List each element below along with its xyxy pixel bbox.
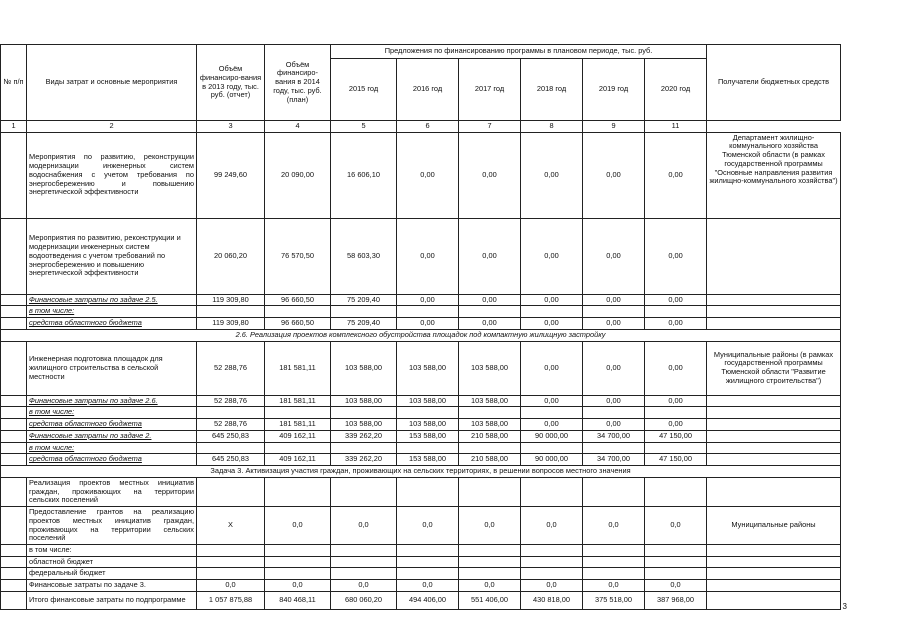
- value-cell: 52 288,76: [197, 419, 265, 431]
- recipient-cell: Департамент жилищно-коммунального хозяйства Тюменской области (в рамках государственной программы "Основные направления развития жилищно-коммунального хозяйства"): [707, 132, 841, 218]
- value-cell: 0,0: [583, 580, 645, 592]
- value-cell: 409 162,11: [265, 454, 331, 466]
- value-cell: 0,00: [645, 132, 707, 218]
- row-num: [1, 318, 27, 330]
- row-name: федеральный бюджет: [27, 568, 197, 580]
- value-cell: 0,00: [645, 294, 707, 306]
- row-name: в том числе:: [27, 442, 197, 454]
- value-cell: 47 150,00: [645, 430, 707, 442]
- value-cell: 551 406,00: [459, 591, 521, 609]
- value-cell: 0,00: [521, 341, 583, 395]
- header-year: 2016 год: [397, 59, 459, 121]
- value-cell: 0,00: [459, 218, 521, 294]
- table-row: [1, 545, 841, 557]
- table-row: [1, 419, 841, 431]
- row-num: [1, 341, 27, 395]
- value-cell: 103 588,00: [459, 341, 521, 395]
- table-row: [1, 407, 841, 419]
- index-cell: 5: [331, 121, 397, 133]
- value-cell: 103 588,00: [459, 419, 521, 431]
- value-cell: 0,00: [521, 419, 583, 431]
- value-cell: 103 588,00: [331, 341, 397, 395]
- row-num: [1, 507, 27, 545]
- value-cell: 103 588,00: [397, 419, 459, 431]
- index-cell: 2: [27, 121, 197, 133]
- table-row: [1, 306, 841, 318]
- value-cell: 52 288,76: [197, 395, 265, 407]
- value-cell: 119 309,80: [197, 294, 265, 306]
- value-cell: 103 588,00: [331, 419, 397, 431]
- row-num: [1, 545, 27, 557]
- table-row: [1, 395, 841, 407]
- value-cell: 0,00: [645, 218, 707, 294]
- value-cell: 0,0: [397, 580, 459, 592]
- index-cell: 8: [521, 121, 583, 133]
- row-name: средства областного бюджета: [27, 318, 197, 330]
- value-cell: 96 660,50: [265, 318, 331, 330]
- table-row: [1, 430, 841, 442]
- header-year: 2018 год: [521, 59, 583, 121]
- header-proposals: Предложения по финансированию программы в плановом периоде, тыс. руб.: [331, 45, 707, 59]
- row-name: Финансовые затраты по задаче 2.6.: [27, 395, 197, 407]
- row-name: в том числе:: [27, 545, 197, 557]
- row-name: Мероприятия по развитию, реконструкции модернизации инженерных систем водоснабжения с учетом требования по энергосбережению и повышению энергетической эффективности: [27, 132, 197, 218]
- index-cell: 6: [397, 121, 459, 133]
- value-cell: 20 090,00: [265, 132, 331, 218]
- value-cell: 90 000,00: [521, 454, 583, 466]
- row-num: [1, 442, 27, 454]
- value-cell: 0,00: [459, 132, 521, 218]
- table-row: [1, 591, 841, 609]
- page-number: 3: [842, 602, 847, 611]
- row-num: [1, 132, 27, 218]
- header-year: 2017 год: [459, 59, 521, 121]
- value-cell: 0,0: [459, 580, 521, 592]
- value-cell: 409 162,11: [265, 430, 331, 442]
- header-recipients: Получатели бюджетных средств: [707, 45, 841, 121]
- value-cell: 34 700,00: [583, 454, 645, 466]
- table-row: [1, 556, 841, 568]
- value-cell: 181 581,11: [265, 395, 331, 407]
- value-cell: 0,00: [459, 318, 521, 330]
- header-year: 2020 год: [645, 59, 707, 121]
- value-cell: 0,0: [265, 580, 331, 592]
- row-num: [1, 568, 27, 580]
- row-name: Реализация проектов местных инициатив граждан, проживающих на территории сельских поселений: [27, 477, 197, 506]
- value-cell: 387 968,00: [645, 591, 707, 609]
- value-cell: 494 406,00: [397, 591, 459, 609]
- row-name: областной бюджет: [27, 556, 197, 568]
- header-2013: Объём финансиро-вания в 2013 году, тыс. руб. (отчет): [197, 45, 265, 121]
- value-cell: 0,0: [459, 507, 521, 545]
- value-cell: 375 518,00: [583, 591, 645, 609]
- recipient-cell: [707, 591, 841, 609]
- value-cell: 90 000,00: [521, 430, 583, 442]
- value-cell: 34 700,00: [583, 430, 645, 442]
- value-cell: 153 588,00: [397, 454, 459, 466]
- value-cell: 840 468,11: [265, 591, 331, 609]
- recipient-cell: Муниципальные районы: [707, 507, 841, 545]
- value-cell: 0,00: [583, 341, 645, 395]
- value-cell: 0,00: [397, 132, 459, 218]
- value-cell: 0,00: [583, 294, 645, 306]
- section-title: Задача 3. Активизация участия граждан, проживающих на сельских территориях, в решении вопросов местного значения: [1, 466, 841, 478]
- row-num: [1, 395, 27, 407]
- table-row: [1, 580, 841, 592]
- row-num: [1, 294, 27, 306]
- row-name: в том числе:: [27, 306, 197, 318]
- value-cell: 58 603,30: [331, 218, 397, 294]
- table-row: [1, 477, 841, 506]
- value-cell: 0,0: [645, 507, 707, 545]
- section-title: 2.6. Реализация проектов комплексного обустройства площадок под компактную жилищную застройку: [1, 329, 841, 341]
- value-cell: 1 057 875,88: [197, 591, 265, 609]
- value-cell: 181 581,11: [265, 419, 331, 431]
- value-cell: 103 588,00: [397, 341, 459, 395]
- value-cell: 339 262,20: [331, 454, 397, 466]
- value-cell: 0,00: [645, 419, 707, 431]
- recipient-cell: Муниципальные районы (в рамках государственной программы Тюменской области "Развитие жилищного строительства"): [707, 341, 841, 395]
- value-cell: 210 588,00: [459, 454, 521, 466]
- value-cell: 430 818,00: [521, 591, 583, 609]
- row-name: средства областного бюджета: [27, 454, 197, 466]
- value-cell: 0,00: [521, 294, 583, 306]
- header-num: № п/п: [1, 45, 27, 121]
- recipient-cell: [707, 419, 841, 431]
- value-cell: 0,0: [397, 507, 459, 545]
- table-row: [1, 454, 841, 466]
- row-name: Финансовые затраты по задаче 3.: [27, 580, 197, 592]
- value-cell: 0,0: [583, 507, 645, 545]
- row-num: [1, 556, 27, 568]
- index-cell: 11: [645, 121, 707, 133]
- table-row: [1, 318, 841, 330]
- value-cell: Х: [197, 507, 265, 545]
- table-row: [1, 218, 841, 294]
- table-row: [1, 507, 841, 545]
- value-cell: 76 570,50: [265, 218, 331, 294]
- value-cell: 103 588,00: [397, 395, 459, 407]
- row-num: [1, 591, 27, 609]
- header-year: 2015 год: [331, 59, 397, 121]
- value-cell: 119 309,80: [197, 318, 265, 330]
- value-cell: 339 262,20: [331, 430, 397, 442]
- recipient-cell: [707, 294, 841, 306]
- value-cell: 0,00: [583, 395, 645, 407]
- value-cell: 0,0: [521, 507, 583, 545]
- recipient-cell: [707, 580, 841, 592]
- row-name: Финансовые затраты по задаче 2.5.: [27, 294, 197, 306]
- value-cell: 0,00: [397, 218, 459, 294]
- section-row: [1, 329, 841, 341]
- header-name: Виды затрат и основные мероприятия: [27, 45, 197, 121]
- row-name: Предоставление грантов на реализацию проектов местных инициатив граждан, проживающих на территории сельских поселений: [27, 507, 197, 545]
- header-2014: Объём финансиро-вания в 2014 году, тыс. руб. (план): [265, 45, 331, 121]
- value-cell: 210 588,00: [459, 430, 521, 442]
- value-cell: 0,00: [521, 395, 583, 407]
- row-num: [1, 218, 27, 294]
- row-num: [1, 419, 27, 431]
- value-cell: 0,0: [197, 580, 265, 592]
- value-cell: 103 588,00: [331, 395, 397, 407]
- recipient-cell: [707, 454, 841, 466]
- value-cell: 0,00: [583, 132, 645, 218]
- value-cell: 0,00: [521, 218, 583, 294]
- value-cell: 0,0: [331, 507, 397, 545]
- value-cell: 0,00: [645, 341, 707, 395]
- table-row: [1, 341, 841, 395]
- row-name: Инженерная подготовка площадок для жилищного строительства в сельской местности: [27, 341, 197, 395]
- index-cell: 7: [459, 121, 521, 133]
- value-cell: 0,00: [459, 294, 521, 306]
- recipient-cell: [707, 430, 841, 442]
- table-row: [1, 294, 841, 306]
- value-cell: 181 581,11: [265, 341, 331, 395]
- value-cell: 153 588,00: [397, 430, 459, 442]
- value-cell: 20 060,20: [197, 218, 265, 294]
- value-cell: 0,00: [397, 318, 459, 330]
- row-num: [1, 580, 27, 592]
- value-cell: 47 150,00: [645, 454, 707, 466]
- value-cell: 0,00: [645, 395, 707, 407]
- value-cell: 0,00: [583, 419, 645, 431]
- row-num: [1, 430, 27, 442]
- value-cell: 103 588,00: [459, 395, 521, 407]
- recipient-cell: [707, 218, 841, 294]
- row-name: Финансовые затраты по задаче 2.: [27, 430, 197, 442]
- value-cell: 75 209,40: [331, 318, 397, 330]
- value-cell: 645 250,83: [197, 430, 265, 442]
- value-cell: 645 250,83: [197, 454, 265, 466]
- row-num: [1, 477, 27, 506]
- value-cell: 0,0: [265, 507, 331, 545]
- value-cell: 0,0: [645, 580, 707, 592]
- index-cell: 4: [265, 121, 331, 133]
- index-cell: 1: [1, 121, 27, 133]
- value-cell: 16 606,10: [331, 132, 397, 218]
- value-cell: 96 660,50: [265, 294, 331, 306]
- table-row: [1, 442, 841, 454]
- value-cell: 680 060,20: [331, 591, 397, 609]
- value-cell: 52 288,76: [197, 341, 265, 395]
- value-cell: 0,00: [521, 132, 583, 218]
- budget-table: [0, 44, 841, 610]
- table-row: [1, 568, 841, 580]
- row-name: Мероприятия по развитию, реконструкции и модернизации инженерных систем водоотведения с учетом требований по энергосбережению и повышению энергетической эффективности: [27, 218, 197, 294]
- value-cell: 0,00: [397, 294, 459, 306]
- value-cell: 75 209,40: [331, 294, 397, 306]
- section-row: [1, 466, 841, 478]
- table-row: [1, 132, 841, 218]
- recipient-cell: [707, 395, 841, 407]
- value-cell: 0,00: [583, 218, 645, 294]
- value-cell: 0,00: [645, 318, 707, 330]
- row-num: [1, 306, 27, 318]
- row-name: в том числе:: [27, 407, 197, 419]
- value-cell: 0,0: [331, 580, 397, 592]
- value-cell: 99 249,60: [197, 132, 265, 218]
- value-cell: 0,00: [583, 318, 645, 330]
- recipient-cell: [707, 318, 841, 330]
- row-num: [1, 454, 27, 466]
- header-year: 2019 год: [583, 59, 645, 121]
- row-num: [1, 407, 27, 419]
- row-name: средства областного бюджета: [27, 419, 197, 431]
- value-cell: 0,0: [521, 580, 583, 592]
- value-cell: 0,00: [521, 318, 583, 330]
- index-cell: 9: [583, 121, 645, 133]
- index-cell: 3: [197, 121, 265, 133]
- row-name: Итого финансовые затраты по подпрограмме: [27, 591, 197, 609]
